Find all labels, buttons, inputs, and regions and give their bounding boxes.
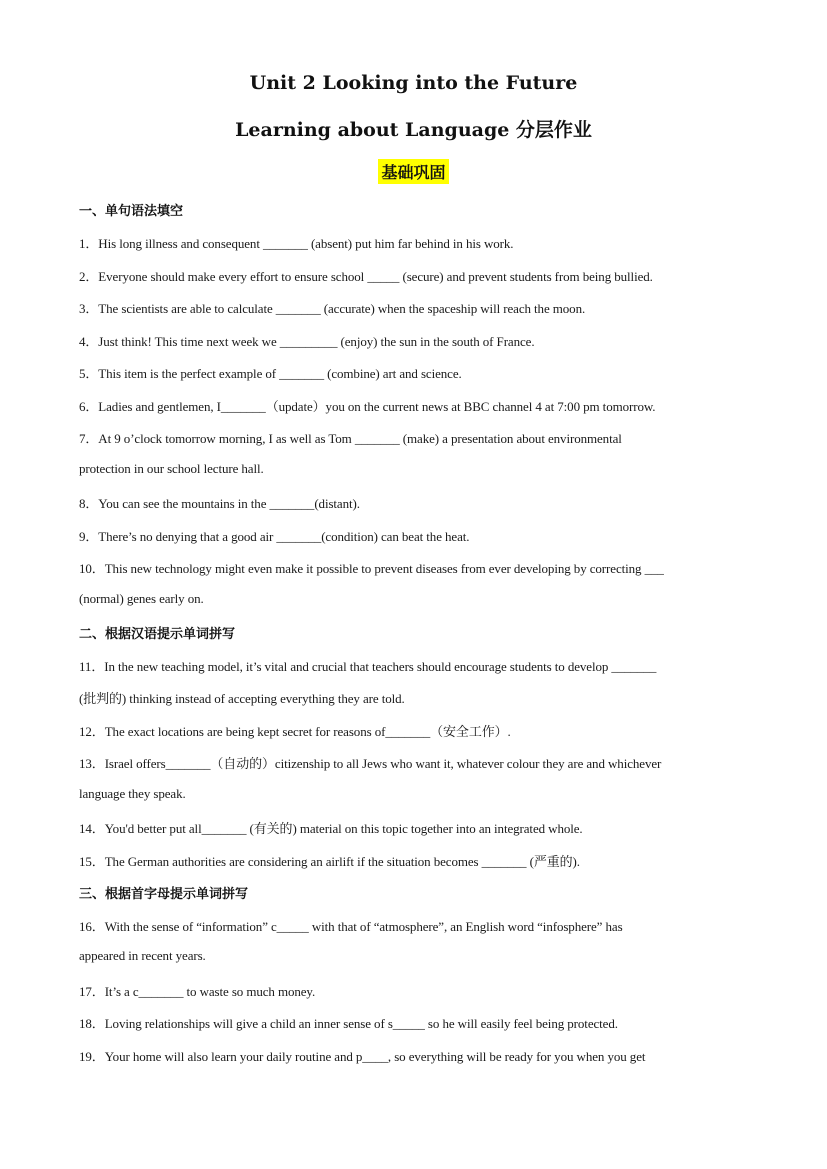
section-heading-3: 三、根据首字母提示单词拼写 bbox=[79, 887, 249, 902]
question-line: 19．Your home will also learn your daily routine and p____, so everything will be ready for you when you get bbox=[79, 1049, 646, 1064]
question-line: 3．The scientists are able to calculate _______ (accurate) when the spaceship will reach the moon. bbox=[79, 301, 586, 316]
question-line: 10．This new technology might even make it possible to prevent diseases from ever developing by correcting ___ bbox=[79, 561, 664, 576]
question-line: 18．Loving relationships will give a child an inner sense of s_____ so he will easily feel being protected. bbox=[79, 1016, 618, 1031]
question-line: 15．The German authorities are considering an airlift if the situation becomes _______ (严重的). bbox=[79, 854, 580, 869]
title-line-2: Learning about Language 分层作业 bbox=[235, 119, 592, 141]
question-line-continued: (normal) genes early on. bbox=[79, 591, 204, 606]
section-heading-2: 二、根据汉语提示单词拼写 bbox=[79, 627, 236, 642]
question-line: 9．There’s no denying that a good air _______(condition) can beat the heat. bbox=[79, 529, 470, 544]
level-badge: 基础巩固 bbox=[378, 159, 448, 184]
title-line-1: Unit 2 Looking into the Future bbox=[249, 72, 578, 94]
question-line: 13．Israel offers_______（自动的）citizenship to all Jews who want it, whatever colour they are and whichever bbox=[79, 756, 662, 771]
question-line: 8．You can see the mountains in the _______(distant). bbox=[79, 496, 360, 511]
question-line: 1．His long illness and consequent _______ (absent) put him far behind in his work. bbox=[79, 236, 514, 251]
question-line: 11．In the new teaching model, it’s vital and crucial that teachers should encourage students to develop _______ bbox=[79, 659, 657, 674]
question-line: 12．The exact locations are being kept secret for reasons of_______（安全工作）. bbox=[79, 724, 511, 739]
question-line-continued: protection in our school lecture hall. bbox=[79, 461, 264, 476]
question-line: 17．It’s a c_______ to waste so much money. bbox=[79, 984, 316, 999]
question-line: 4．Just think! This time next week we _________ (enjoy) the sun in the south of France. bbox=[79, 334, 535, 349]
section-heading-1: 一、单句语法填空 bbox=[79, 204, 184, 219]
question-line: 6．Ladies and gentlemen, I_______（update）you on the current news at BBC channel 4 at 7:00 pm tomorrow. bbox=[79, 399, 656, 414]
question-line: 14．You'd better put all_______ (有关的) material on this topic together into an integrated whole. bbox=[79, 821, 583, 836]
question-line: 7．At 9 o’clock tomorrow morning, I as well as Tom _______ (make) a presentation about environmental bbox=[79, 431, 622, 446]
question-line: 2．Everyone should make every effort to ensure school _____ (secure) and prevent students from being bullied. bbox=[79, 269, 653, 284]
question-line: 5．This item is the perfect example of _______ (combine) art and science. bbox=[79, 366, 462, 381]
question-line-continued: language they speak. bbox=[79, 786, 186, 801]
question-line-continued: (批判的) thinking instead of accepting everything they are told. bbox=[79, 691, 405, 706]
question-line: 16．With the sense of “information” c_____ with that of “atmosphere”, an English word “infosphere” has bbox=[79, 919, 623, 934]
badge-row bbox=[0, 159, 827, 184]
question-line-continued: appeared in recent years. bbox=[79, 948, 206, 963]
